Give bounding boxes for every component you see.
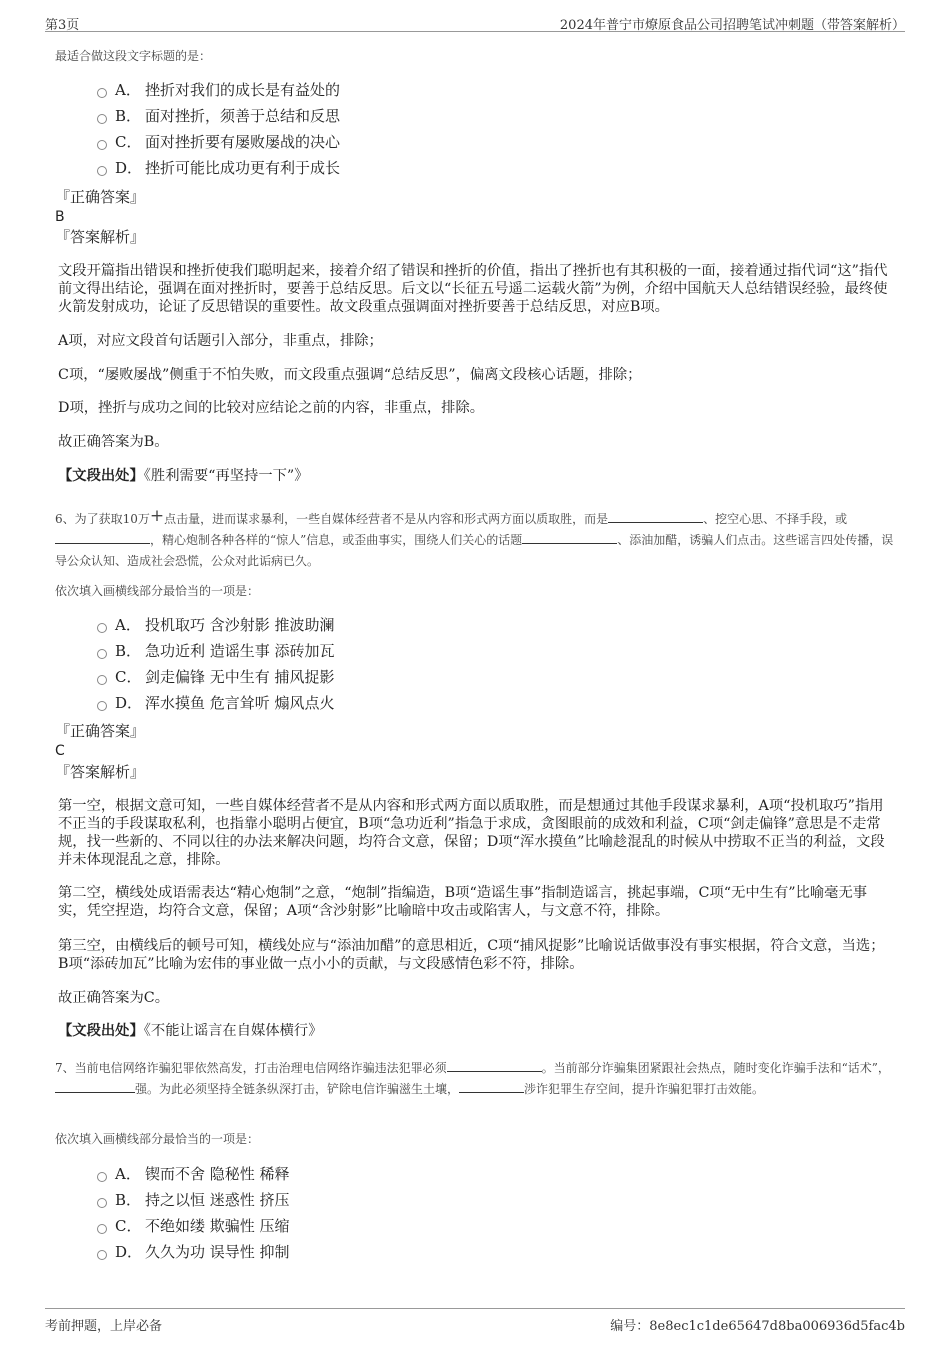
radio-button[interactable] [97, 1250, 107, 1260]
radio-button[interactable] [97, 1198, 107, 1208]
radio-button[interactable] [97, 1224, 107, 1234]
analysis-paragraph: A项，对应文段首句话题引入部分，非重点，排除； [58, 333, 383, 349]
radio-button[interactable] [97, 140, 107, 150]
source-title: 《不能让谣言在自媒体横行》 [143, 1023, 323, 1039]
radio-button[interactable] [97, 649, 107, 659]
blank-line [459, 1081, 524, 1093]
q6-prompt: 依次填入画横线部分最恰当的一项是： [55, 584, 260, 598]
q7-prompt: 依次填入画横线部分最恰当的一项是： [55, 1132, 260, 1146]
source-label: 【文段出处】 [58, 468, 144, 484]
source-line [58, 1022, 894, 1040]
answer-label: 『正确答案』 [55, 722, 146, 740]
analysis-paragraph: 第二空，横线处成语需表达“精心炮制”之意，“炮制”指编造，B项“造谣生事”指制造谣言，挑起事端，C项“无中生有”比喻毫无事实，凭空捏造，均符合文意，保留；A项“含沙射影”比喻暗中攻击或陷害人，与文意不符，排除。 [58, 885, 868, 919]
analysis-paragraph: 故正确答案为B。 [58, 434, 169, 450]
page-number: 第3页 [45, 18, 80, 33]
radio-button[interactable] [97, 1172, 107, 1182]
q6-stem: 6、为了获取10万+点击量，进而谋求暴利，一些自媒体经营者不是从内容和形式两方面以质取胜，而是 、挖空心思、不择手段，或，精心炮制各种各样的“惊人”信息，或歪曲事实，围绕人们关心的话题 、添油加醋，诱骗人们点击。这些谣言四处传播，误导公众认知、造成社会恐慌，公众对此诟病已久。 [55, 506, 894, 568]
analysis-paragraph: 第三空，由横线后的顿号可知，横线处应与“添油加醋”的意思相近，C项“捕风捉影”比喻说话做事没有事实根据，符合文意，当选；B项“添砖加瓦”比喻为宏伟的事业做一点小小的贡献，与文段感情色彩不符，排除。 [58, 938, 885, 972]
document-title: 2024年普宁市燎原食品公司招聘笔试冲刺题（带答案解析） [559, 18, 905, 33]
analysis-paragraph: 第一空，根据文意可知，一些自媒体经营者不是从内容和形式两方面以质取胜，而是想通过其他手段谋求暴利，A项“投机取巧”指用不正当的手段谋取私利，也指靠小聪明占便宜，B项“急功近利”指急于求成，贪图眼前的成效和利益，C项“剑走偏锋”意思是不走常规，找一些新的、不同以往的办法来解决问题，均符合文意，保留；D项“浑水摸鱼”比喻趁混乱的时候从中捞取不正当的利益，文段并未体现混乱之意，排除。 [58, 798, 885, 868]
source-title: 《胜利需要“再坚持一下”》 [143, 468, 309, 484]
radio-button[interactable] [97, 701, 107, 711]
radio-button[interactable] [97, 623, 107, 633]
q5-prompt: 最适合做这段文字标题的是： [55, 49, 212, 63]
analysis-label: 『答案解析』 [55, 763, 146, 781]
page-header [45, 10, 905, 32]
analysis-paragraph: 文段开篇指出错误和挫折使我们聪明起来，接着介绍了错误和挫折的价值，指出了挫折也有其积极的一面，接着通过指代词“这”指代前文得出结论，强调在面对挫折时，要善于总结反思。后文以“长征五号遥二运载火箭”为例，介绍中国航天人总结错误经验，最终使火箭发射成功，论证了反思错误的重要性。故文段重点强调面对挫折要善于总结反思，对应B项。 [58, 263, 888, 315]
analysis-paragraph: C项，“屡败屡战”侧重于不怕失败，而文段重点强调“总结反思”，偏离文段核心话题，排除； [58, 367, 642, 383]
blank-line [447, 1060, 542, 1072]
document-serial: 编号：8e8ec1c1de65647d8ba006936d5fac4b [610, 1319, 905, 1334]
radio-button[interactable] [97, 88, 107, 98]
analysis-paragraph: D项，挫折与成功之间的比较对应结论之前的内容，非重点，排除。 [58, 400, 485, 416]
answer-value: B [55, 209, 65, 225]
radio-button[interactable] [97, 166, 107, 176]
blank-line [55, 1081, 135, 1093]
blank-line [55, 532, 150, 544]
analysis-paragraph: 故正确答案为C。 [58, 990, 170, 1006]
page-footer [45, 1308, 905, 1336]
answer-value: C [55, 743, 65, 759]
q7-stem: 7、当前电信网络诈骗犯罪依然高发，打击治理电信网络诈骗违法犯罪必须 。当前部分诈骗集团紧跟社会热点，随时变化诈骗手法和“话术”，强。为此必须坚持全链条纵深打击，铲除电信诈骗滋生土壤， 涉诈犯罪生存空间，提升诈骗犯罪打击效能。 [55, 1061, 890, 1096]
analysis-label: 『答案解析』 [55, 228, 146, 246]
footer-slogan: 考前押题，上岸必备 [45, 1319, 163, 1334]
blank-line [522, 532, 617, 544]
blank-line [608, 511, 703, 523]
radio-button[interactable] [97, 114, 107, 124]
radio-button[interactable] [97, 675, 107, 685]
source-line [58, 467, 894, 485]
plus-sign: + [149, 506, 165, 526]
answer-label: 『正确答案』 [55, 188, 146, 206]
source-label: 【文段出处】 [58, 1023, 144, 1039]
